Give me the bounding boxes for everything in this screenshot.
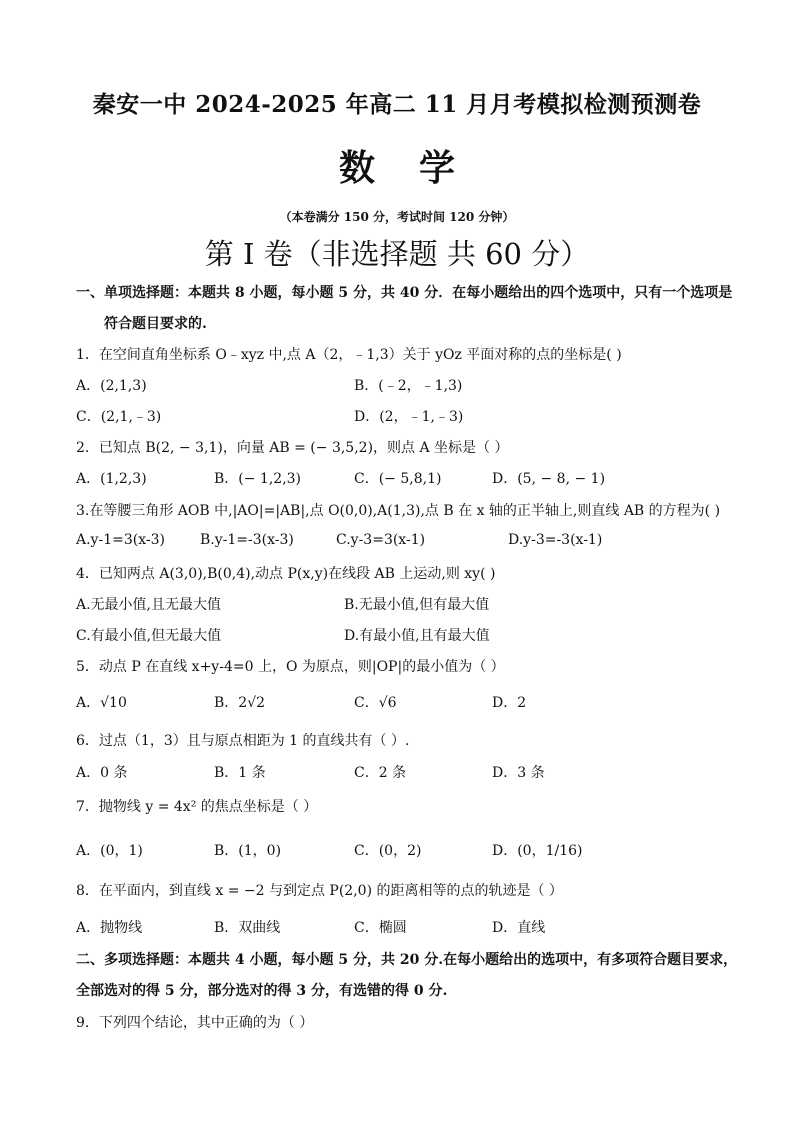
q5-option-a: A．√10: [76, 695, 127, 711]
q2-option-a: A．(1,2,3): [76, 471, 147, 487]
q7-option-a: A．(0，1): [76, 843, 143, 859]
question-1-stem: 1．在空间直角坐标系 O﹣xyz 中,点 A（2，﹣1,3）关于 yOz 平面对称的点的坐标是( ): [76, 347, 622, 363]
q5-option-d: D．2: [492, 695, 527, 711]
subject-title: [0, 140, 794, 191]
section1-instruction-cont: 符合题目要求的.: [104, 316, 207, 332]
q3-option-a: A.y-1=3(x-3): [76, 532, 165, 548]
q1-option-d: D．(2，﹣1,﹣3): [354, 409, 464, 425]
q3-option-d: D.y-3=-3(x-1): [508, 532, 603, 548]
q8-option-b: B．双曲线: [214, 920, 281, 936]
q6-option-d: D．3 条: [492, 765, 545, 781]
subject-char: 学: [419, 147, 456, 189]
subject-char: 数: [338, 147, 375, 189]
q1-option-b: B．(﹣2，﹣1,3): [354, 378, 463, 394]
q6-option-a: A．0 条: [76, 765, 128, 781]
exam-title: 秦安一中 2024-2025 年高二 11 月月考模拟检测预测卷: [92, 91, 702, 118]
q6-option-b: B．1 条: [214, 765, 266, 781]
q4-option-b: B.无最小值,但有最大值: [344, 597, 490, 613]
q4-option-a: A.无最小值,且无最大值: [76, 597, 222, 613]
q7-option-b: B．(1，0): [214, 843, 282, 859]
q8-option-a: A．抛物线: [76, 920, 143, 936]
q2-option-d: D．(5, − 8, − 1): [492, 471, 606, 487]
q4-option-c: C.有最小值,但无最大值: [76, 628, 222, 644]
q3-option-c: C.y-3=3(x-1): [336, 532, 426, 548]
question-4-stem: 4．已知两点 A(3,0),B(0,4),动点 P(x,y)在线段 AB 上运动,则 xy( ): [76, 566, 496, 582]
q2-option-c: C．(− 5,8,1): [354, 471, 442, 487]
q8-option-d: D．直线: [492, 920, 546, 936]
question-6-stem: 6．过点（1，3）且与原点相距为 1 的直线共有（ ）.: [76, 733, 410, 749]
question-9-stem: 9．下列四个结论，其中正确的为（ ）: [76, 1015, 314, 1031]
question-5-stem: 5．动点 P 在直线 x+y-4=0 上，O 为原点，则|OP|的最小值为（ ）: [76, 659, 505, 675]
section2-instruction-cont: 全部选对的得 5 分，部分选对的得 3 分，有选错的得 0 分.: [76, 983, 448, 999]
q8-option-c: C．椭圆: [354, 920, 407, 936]
exam-note: （本卷满分 150 分，考试时间 120 分钟）: [279, 210, 515, 224]
question-3-stem: 3.在等腰三角形 AOB 中,|AO|=|AB|,点 O(0,0),A(1,3),点 B 在 x 轴的正半轴上,则直线 AB 的方程为( ): [76, 503, 721, 519]
question-7-stem: 7．抛物线 y = 4x² 的焦点坐标是（ ）: [76, 799, 318, 815]
section1-instruction: 一、单项选择题：本题共 8 小题，每小题 5 分，共 40 分．在每小题给出的四个选项中，只有一个选项是: [76, 285, 733, 301]
question-2-stem: 2．已知点 B(2, − 3,1)，向量 AB = (− 3,5,2)，则点 A 坐标是（ ）: [76, 440, 509, 456]
volume-heading: 第 I 卷（非选择题 共 60 分）: [204, 237, 590, 271]
q7-option-d: D．(0，1/16): [492, 843, 583, 859]
q4-option-d: D.有最小值,且有最大值: [344, 628, 490, 644]
q1-option-a: A．(2,1,3): [76, 378, 147, 394]
q7-option-c: C．(0，2): [354, 843, 422, 859]
q2-option-b: B．(− 1,2,3): [214, 471, 302, 487]
q5-option-b: B．2√2: [214, 695, 266, 711]
q3-option-b: B.y-1=-3(x-3): [200, 532, 294, 548]
q6-option-c: C．2 条: [354, 765, 407, 781]
question-8-stem: 8．在平面内，到直线 x = −2 与到定点 P(2,0) 的距离相等的点的轨迹是（ ）: [76, 883, 563, 899]
section2-instruction: 二、多项选择题：本题共 4 小题，每小题 5 分，共 20 分.在每小题给出的选项中，有多项符合题目要求，: [76, 952, 738, 968]
q1-option-c: C．(2,1,﹣3): [76, 409, 162, 425]
q5-option-c: C．√6: [354, 695, 397, 711]
